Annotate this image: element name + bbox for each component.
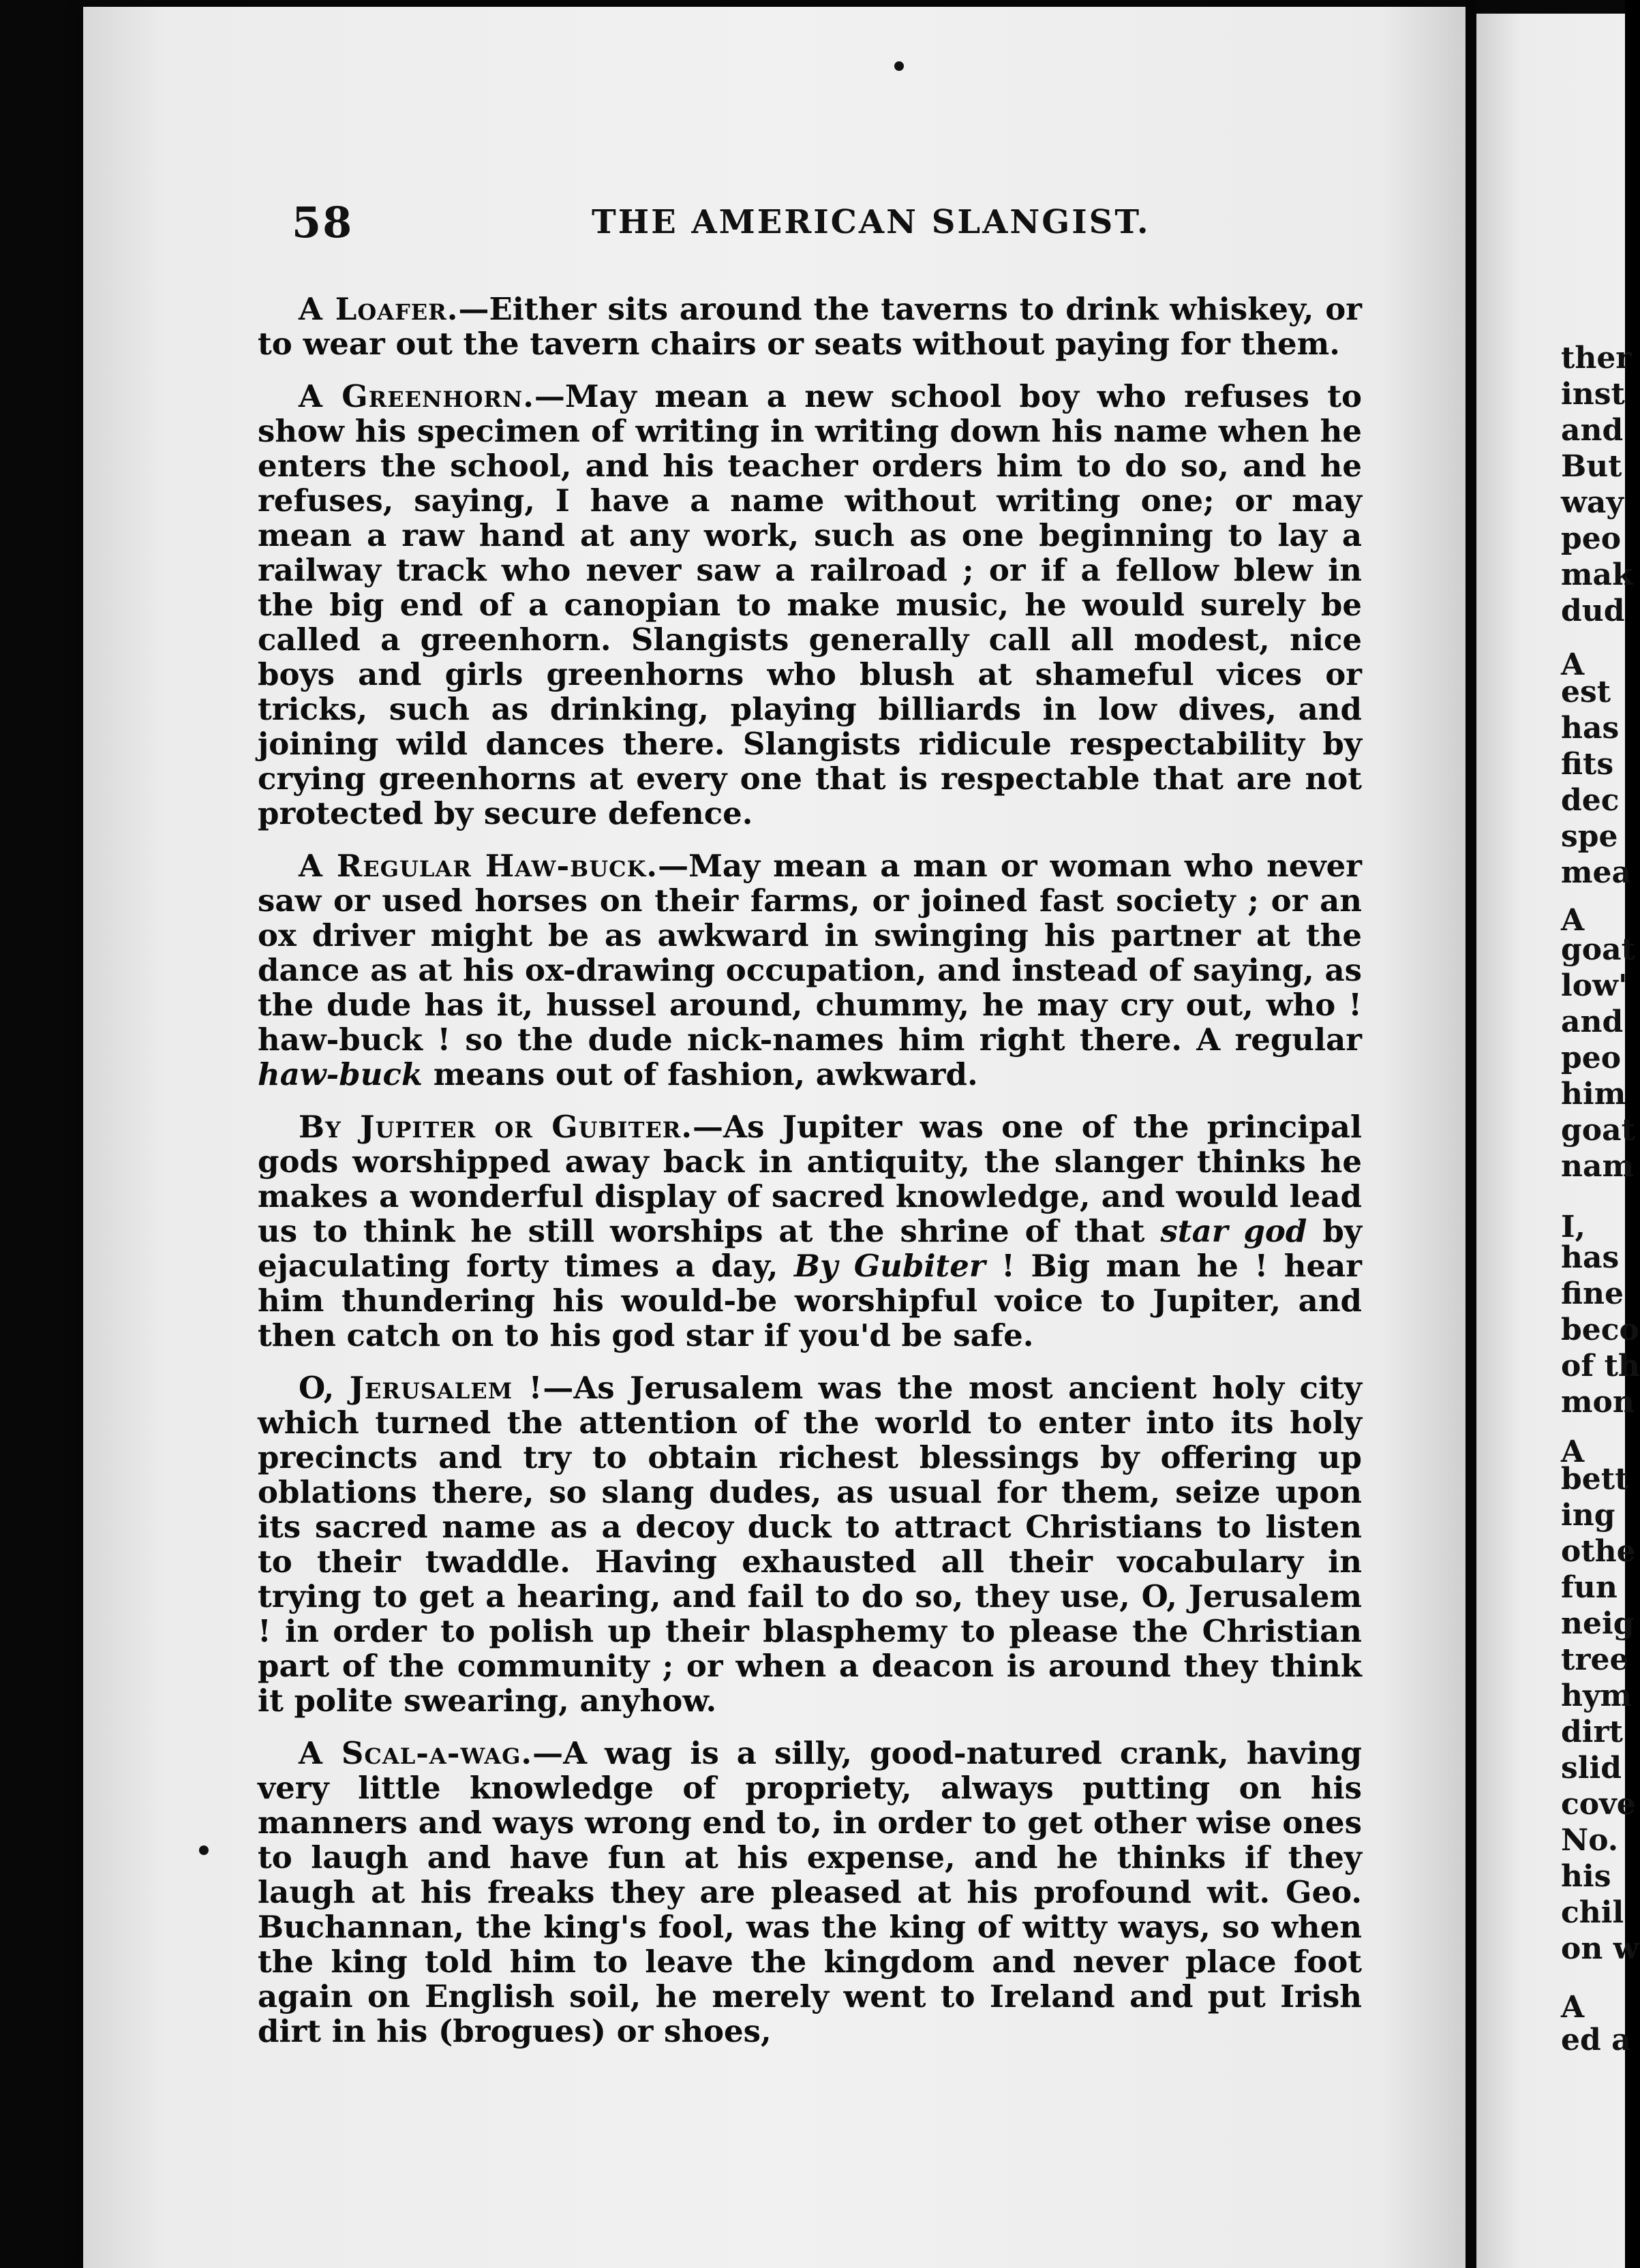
facing-page-line-fragment: goat [1561, 1113, 1635, 1148]
running-title: THE AMERICAN SLANGIST. [592, 203, 1151, 241]
facing-page-line-fragment: low' [1561, 968, 1628, 1003]
ink-speck [894, 61, 904, 71]
entry-term: A Scal-a-wag. [299, 1735, 533, 1771]
facing-page-line-fragment: cove [1561, 1787, 1636, 1822]
facing-page-line-fragment: But [1561, 449, 1622, 484]
facing-page-line-fragment: has [1561, 711, 1620, 746]
facing-page-line-fragment: beco [1561, 1313, 1639, 1347]
entry-term-prefix: O, [299, 1370, 350, 1406]
entry-term: By Jupiter or Gubiter. [299, 1109, 693, 1145]
ink-speck [199, 1845, 209, 1855]
entry-text: —May mean a man or woman who never saw or used horses on their farms, or joined fast society ; or an ox driver might be as awkward in swinging his partner at the dance as at his ox-drawing occupation, and instead of saying, as the dude has it, hussel around, chummy, he may cry out, who ! haw-buck ! so the dude nick-names him right there. A regular [258, 848, 1362, 1058]
facing-page-line-fragment: neig [1561, 1606, 1635, 1641]
facing-page-line-fragment: peo [1561, 521, 1622, 556]
facing-page-line-fragment: A [1561, 1435, 1585, 1469]
facing-page-line-fragment: has [1561, 1240, 1620, 1275]
page-body [258, 292, 1362, 2066]
entry-emphasis: haw-buck [258, 1056, 423, 1092]
facing-page-line-fragment: A [1561, 647, 1585, 682]
book-gutter [1466, 0, 1476, 2268]
entry-text: —As Jerusalem was the most ancient holy city which turned the attention of the world to enter into its holy precincts and try to obtain richest blessings by offering up oblations there, so slang dudes, as usual for them, seize upon its sacred name as a decoy duck to attract Christians to listen to their twaddle. Having exhausted all their vocabulary in trying to get a hearing, and fail to do so, they use, O, Jerusalem ! in order to polish up their blasphemy to please the Christian part of the community ; or when a deacon is around they think it polite swearing, anyhow. [258, 1370, 1362, 1719]
facing-page-line-fragment: of th [1561, 1349, 1640, 1383]
facing-page-line-fragment: mak [1561, 557, 1633, 592]
entry-haw-buck [258, 848, 1362, 1092]
entry-text: ! Big man he ! hear him thundering his would-be worshipful voice to Jupiter, and then catch on to his god star if you'd be safe. [258, 1248, 1362, 1353]
facing-page-line-fragment: way [1561, 485, 1624, 520]
entry-text: —Either sits around the taverns to drink whiskey, or to wear out the tavern chairs or seats without paying for them. [258, 291, 1363, 362]
entry-text: —May mean a new school boy who refuses to show his specimen of writing in writing down his name when he enters the school, and his teacher orders him to do so, and he refuses, saying, I have a name without writing one; or may mean a raw hand at any work, such as one beginning to lay a railway track who never saw a railroad ; or if a fellow blew in the big end of a canopian to make music, he would surely be called a greenhorn. Slangists generally call all modest, nice boys and girls greenhorns who blush at shameful vices or tricks, such as drinking, playing billiards in low dives, and joining wild dances there. Slangists ridicule respectability by crying greenhorns at every one that is respectable that are not protected by secure defence. [258, 378, 1363, 831]
entry-text: —A wag is a silly, good-natured crank, having very little knowledge of propriety, always putting on his manners and ways wrong end to, in order to get other wise ones to laugh and have fun at his expense, and he thinks if they laugh at his freaks they are pleased at his profound wit. Geo. Buchannan, the king's fool, was the king of witty ways, so when the king told him to leave the kingdom and never place foot again on English soil, he merely went to Ireland and put Irish dirt in his (brogues) or shoes, [258, 1735, 1362, 2049]
entry-greenhorn [258, 379, 1362, 831]
facing-page-line-fragment: and [1561, 1005, 1624, 1039]
facing-page-line-fragment: ed a [1561, 2023, 1631, 2057]
facing-page-line-fragment: fine [1561, 1276, 1624, 1311]
facing-page-line-fragment: his [1561, 1859, 1611, 1894]
facing-page-line-fragment: on w [1561, 1931, 1639, 1966]
facing-page-line-fragment: spe [1561, 819, 1618, 854]
page-number: 58 [292, 198, 354, 247]
facing-page-line-fragment: dud [1561, 594, 1625, 628]
facing-page-text-fragments [1561, 0, 1640, 2254]
facing-page-line-fragment: ing [1561, 1498, 1615, 1533]
entry-term: A Loafer. [299, 291, 459, 327]
facing-page-line-fragment: I, [1561, 1210, 1585, 1244]
facing-page-line-fragment: mon [1561, 1385, 1635, 1420]
facing-page-line-fragment: A [1561, 1990, 1585, 2025]
facing-page-line-fragment: and [1561, 413, 1624, 448]
facing-page-line-fragment: slid [1561, 1751, 1622, 1786]
entry-term: A Greenhorn. [299, 378, 534, 414]
facing-page-line-fragment: peo [1561, 1041, 1622, 1075]
facing-page-line-fragment: mea [1561, 855, 1632, 890]
facing-page-line-fragment: tree [1561, 1642, 1629, 1677]
entry-scal-a-wag [258, 1736, 1362, 2049]
facing-page-line-fragment: nam [1561, 1149, 1635, 1184]
entry-text: by ejaculating forty times a day, [258, 1213, 1362, 1284]
facing-page-line-fragment: A [1561, 903, 1585, 938]
facing-page-line-fragment: est [1561, 675, 1611, 709]
entry-text: means out of fashion, awkward. [423, 1056, 978, 1092]
facing-page-line-fragment: ther [1561, 341, 1632, 376]
entry-jerusalem [258, 1370, 1362, 1718]
facing-page-line-fragment: goat [1561, 932, 1635, 967]
facing-page-line-fragment: inst [1561, 377, 1625, 412]
facing-page-line-fragment: chil [1561, 1895, 1624, 1930]
entry-term: A Regular Haw-buck. [299, 848, 658, 884]
entry-text: —As Jupiter was one of the principal gods worshipped away back in antiquity, the slanger thinks he makes a wonderful display of sacred knowledge, and would lead us to think he still worships at the shrine of that [258, 1109, 1362, 1249]
facing-page-line-fragment: him [1561, 1077, 1626, 1112]
entry-emphasis: star god [1160, 1213, 1307, 1249]
facing-page-line-fragment: othe [1561, 1534, 1636, 1569]
facing-page-line-fragment: fun [1561, 1570, 1618, 1605]
facing-page-line-fragment: hym [1561, 1679, 1633, 1713]
entry-emphasis: By Gubiter [794, 1248, 986, 1284]
facing-page-line-fragment: dirt [1561, 1715, 1623, 1749]
facing-page-line-fragment: dec [1561, 783, 1620, 818]
page-header [292, 198, 1410, 259]
facing-page-line-fragment: fits [1561, 747, 1614, 782]
entry-by-jupiter [258, 1109, 1362, 1353]
entry-term: Jerusalem ! [349, 1370, 543, 1406]
facing-page-line-fragment: bett [1561, 1462, 1629, 1497]
entry-loafer [258, 292, 1362, 361]
facing-page-line-fragment: No. [1561, 1823, 1619, 1858]
